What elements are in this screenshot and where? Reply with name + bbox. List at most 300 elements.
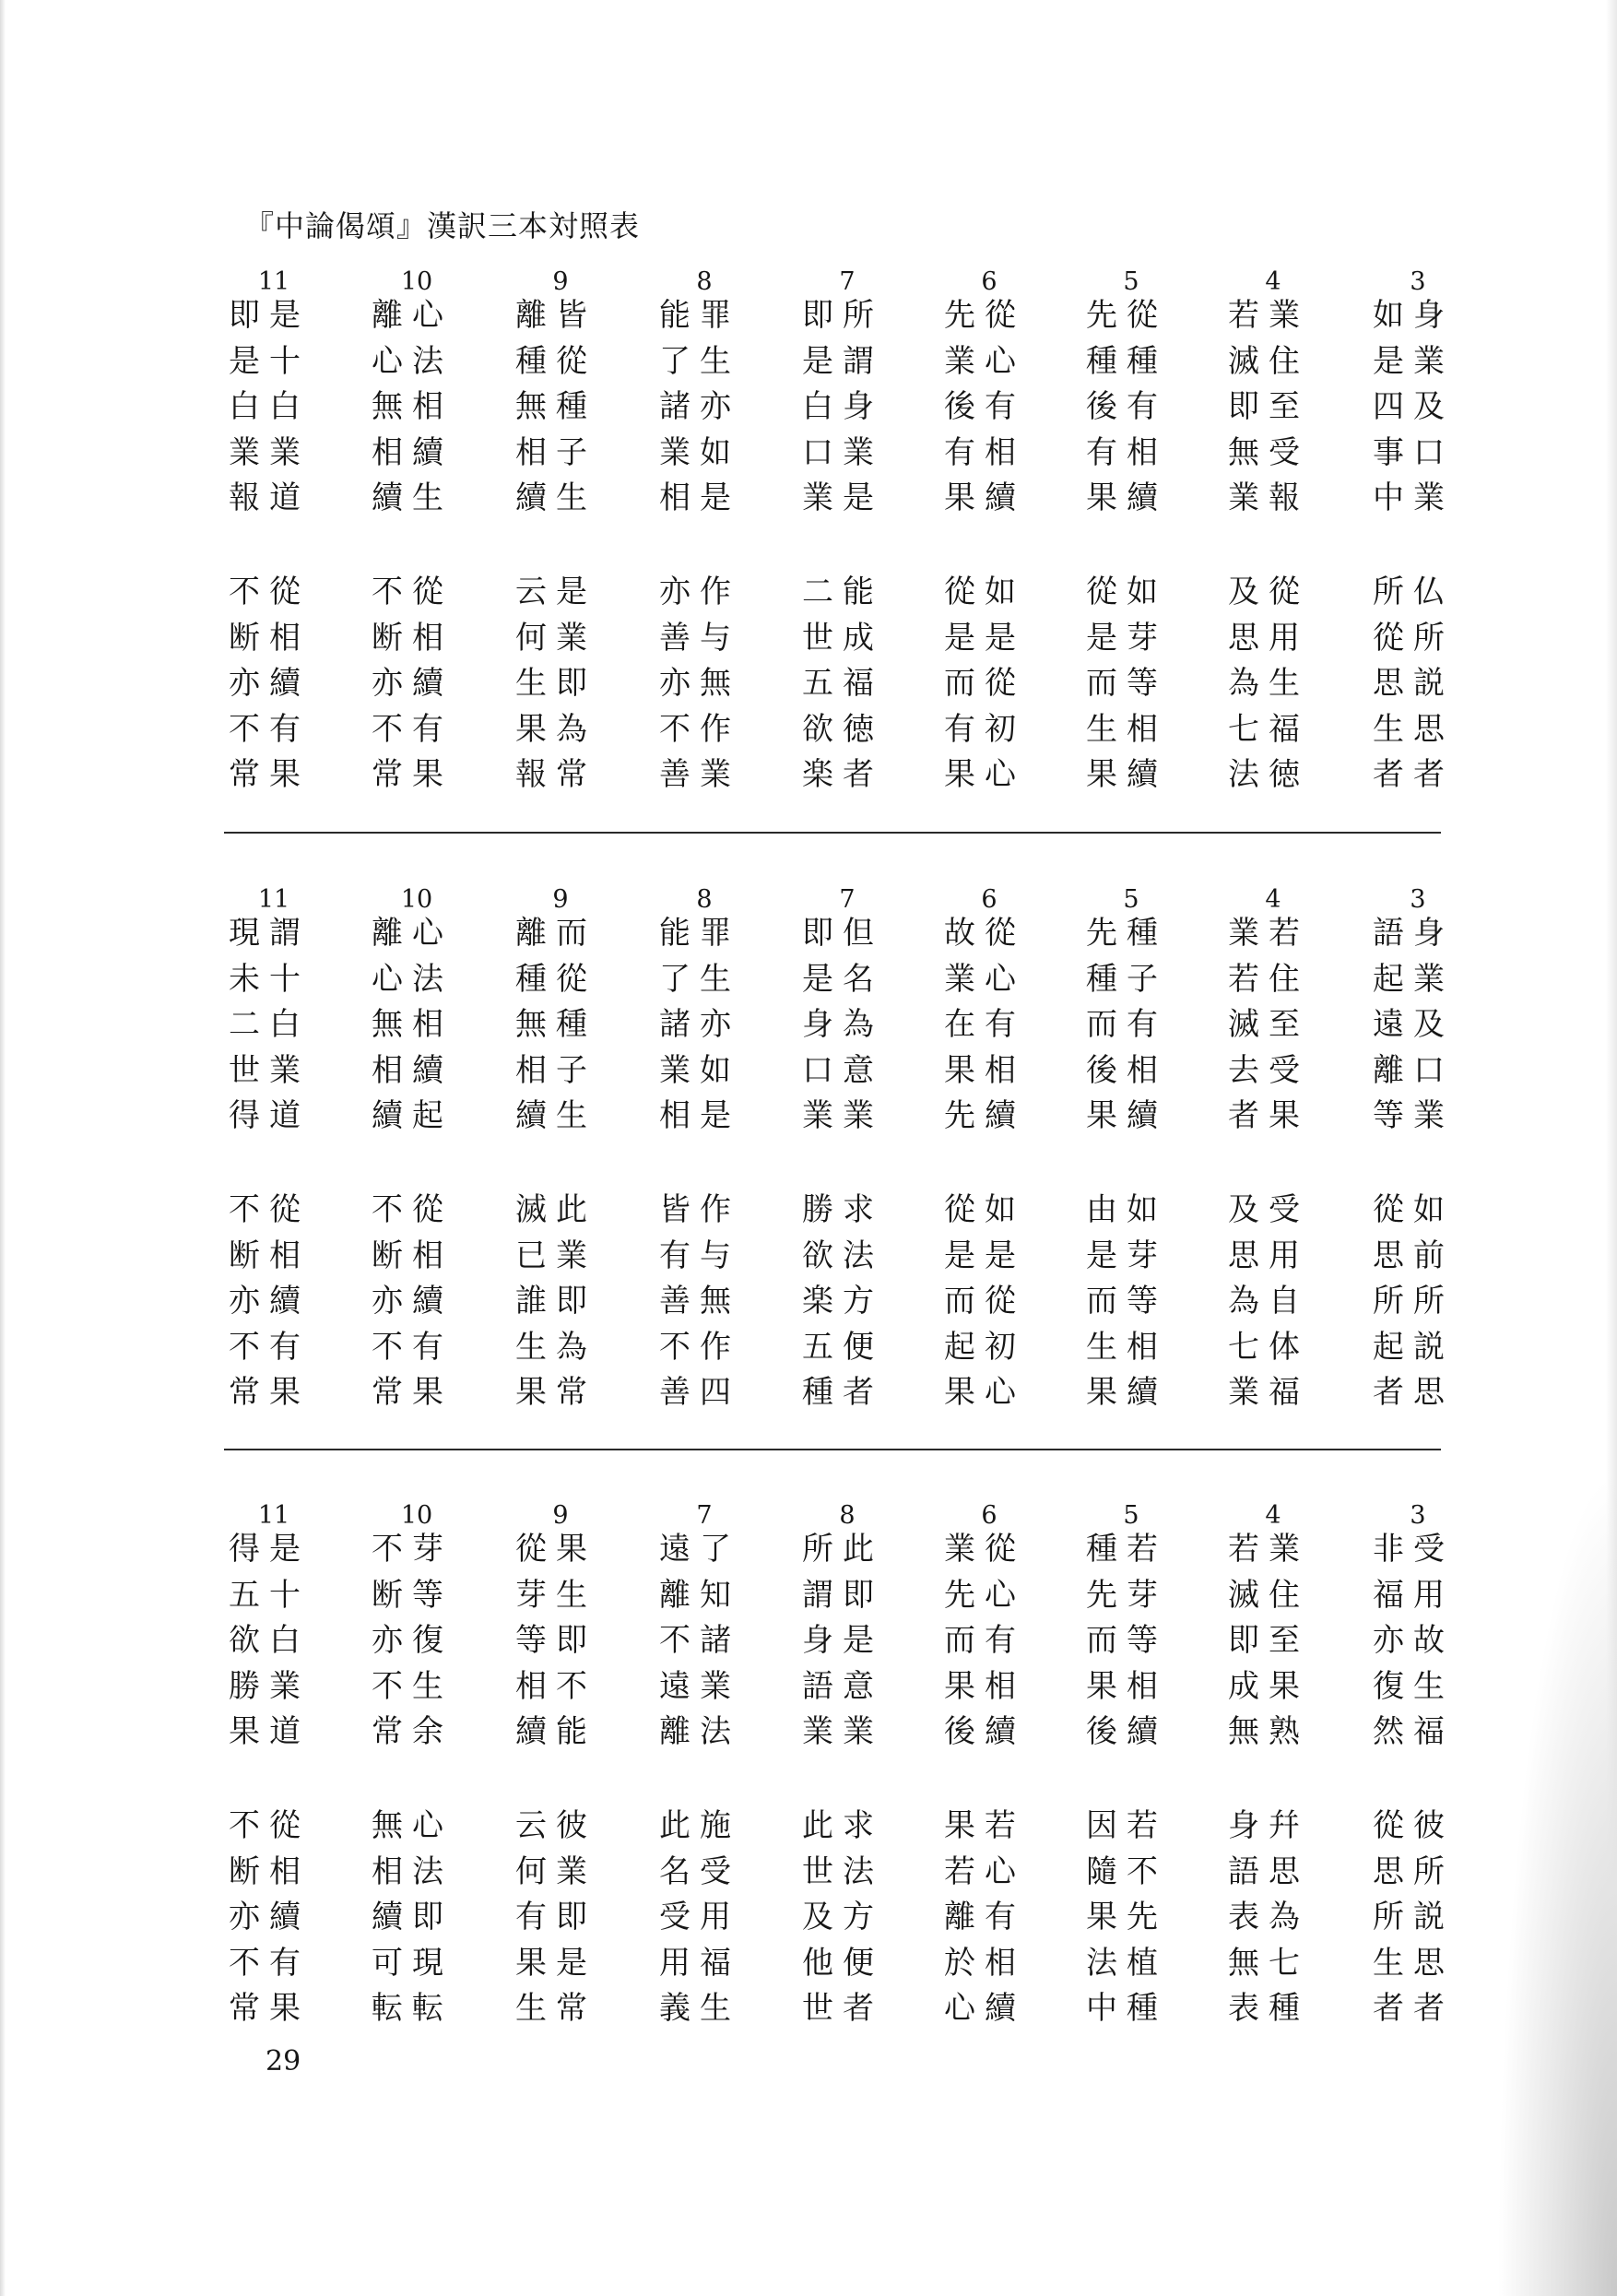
verse-line bbox=[553, 293, 590, 522]
verse-char: 義 bbox=[659, 1990, 690, 2027]
verse-char: 是 bbox=[700, 479, 731, 516]
verse-char: 是 bbox=[556, 1944, 587, 1982]
verse-line bbox=[697, 1804, 734, 2032]
verse-number: 5 bbox=[1123, 1501, 1139, 1530]
verse-char: 諸 bbox=[659, 388, 690, 425]
verse-char: 常 bbox=[372, 1713, 403, 1750]
verse-char: 後 bbox=[944, 388, 975, 425]
verse-char: 他 bbox=[802, 1944, 833, 1982]
verse-char: 勝 bbox=[229, 1667, 260, 1705]
verse-char: 受 bbox=[1413, 1531, 1445, 1568]
verse-char: 者 bbox=[1373, 756, 1404, 793]
verse-line bbox=[1410, 1804, 1447, 2032]
verse-char: 滅 bbox=[1228, 342, 1259, 380]
verse-char: 有 bbox=[515, 1899, 547, 1935]
verse-char: 福 bbox=[1413, 1713, 1445, 1750]
verse-char: 果 bbox=[944, 1807, 975, 1844]
verse-char: 是 bbox=[229, 342, 260, 380]
verse-number: 7 bbox=[839, 885, 856, 914]
verse-char: 生 bbox=[1373, 1944, 1404, 1982]
verse-char: 至 bbox=[1269, 388, 1300, 425]
verse-char: 是 bbox=[1086, 1237, 1117, 1274]
verse-char: 即 bbox=[1228, 1622, 1259, 1659]
verse-char: 已 bbox=[515, 1237, 547, 1274]
verse-char: 身 bbox=[1228, 1807, 1259, 1844]
verse-char: 十 bbox=[269, 342, 301, 380]
verse-char: 從 bbox=[985, 915, 1016, 952]
verse-char: 遠 bbox=[1373, 1006, 1404, 1043]
verse-char: 業 bbox=[802, 479, 833, 516]
verse-char: 常 bbox=[229, 1374, 260, 1411]
verse-char: 者 bbox=[843, 756, 874, 793]
verse-char: 滅 bbox=[1228, 1006, 1259, 1043]
verse-char: 續 bbox=[269, 1899, 301, 1935]
verse-char: 七 bbox=[1269, 1944, 1300, 1982]
section-divider bbox=[224, 1449, 1441, 1450]
verse-char: 果 bbox=[515, 1374, 547, 1411]
verse-char: 芽 bbox=[1127, 1576, 1158, 1614]
verse-char: 續 bbox=[269, 1283, 301, 1320]
verse-char: 如 bbox=[985, 574, 1016, 610]
verse-char: 若 bbox=[1228, 960, 1259, 998]
verse-char: 若 bbox=[985, 1807, 1016, 1844]
verse-char: 身 bbox=[1413, 915, 1445, 952]
verse-number: 7 bbox=[839, 267, 856, 296]
verse-char: 業 bbox=[1413, 960, 1445, 998]
verse-char: 等 bbox=[1127, 1283, 1158, 1320]
verse-char: 思 bbox=[1413, 710, 1445, 748]
verse-char: 勝 bbox=[802, 1191, 833, 1228]
verse-char: 滅 bbox=[1228, 1576, 1259, 1614]
verse-char: 諸 bbox=[659, 1006, 690, 1043]
verse-char: 無 bbox=[1228, 1944, 1259, 1982]
verse-char: 謂 bbox=[802, 1576, 833, 1614]
verse-char: 如 bbox=[1127, 1191, 1158, 1228]
verse-char: 從 bbox=[1086, 574, 1117, 610]
verse-char: 有 bbox=[412, 1328, 443, 1366]
verse-char: 此 bbox=[843, 1531, 874, 1568]
verse-line bbox=[1410, 570, 1447, 799]
verse-char: 相 bbox=[1127, 1328, 1158, 1366]
verse-number: 9 bbox=[552, 1501, 569, 1530]
verse-char: 若 bbox=[1127, 1807, 1158, 1844]
verse-char: 有 bbox=[269, 1944, 301, 1982]
verse-char: 欲 bbox=[229, 1622, 260, 1659]
verse-char: 常 bbox=[372, 756, 403, 793]
verse-char: 及 bbox=[1228, 574, 1259, 610]
verse-char: 不 bbox=[372, 1191, 403, 1228]
verse-char: 不 bbox=[1127, 1852, 1158, 1890]
verse-char: 如 bbox=[985, 1191, 1016, 1228]
verse-char: 常 bbox=[229, 1990, 260, 2027]
verse-char: 所 bbox=[1373, 1899, 1404, 1935]
verse-line bbox=[266, 1804, 303, 2032]
verse-char: 芽 bbox=[515, 1576, 547, 1614]
verse-number: 5 bbox=[1123, 885, 1139, 914]
verse-char: 業 bbox=[843, 433, 874, 471]
verse-line bbox=[1225, 1804, 1262, 2032]
verse-char: 是 bbox=[985, 619, 1016, 657]
verse-char: 如 bbox=[700, 1051, 731, 1089]
verse-char: 從 bbox=[1373, 1191, 1404, 1228]
verse-number: 5 bbox=[1123, 267, 1139, 296]
verse-line bbox=[553, 911, 590, 1140]
verse-char: 果 bbox=[515, 1944, 547, 1982]
verse-line bbox=[513, 1804, 549, 2032]
verse-char: 是 bbox=[269, 297, 301, 334]
verse-char: 身 bbox=[802, 1622, 833, 1659]
verse-char: 去 bbox=[1228, 1051, 1259, 1089]
verse-char: 果 bbox=[1086, 756, 1117, 793]
verse-char: 思 bbox=[1269, 1852, 1300, 1890]
verse-char: 是 bbox=[700, 1097, 731, 1134]
verse-char: 道 bbox=[269, 1713, 301, 1750]
verse-line bbox=[656, 911, 693, 1140]
verse-char: 亦 bbox=[700, 388, 731, 425]
verse-char: 業 bbox=[269, 1051, 301, 1089]
verse-char: 等 bbox=[515, 1622, 547, 1659]
verse-char: 從 bbox=[556, 960, 587, 998]
verse-char: 所 bbox=[1373, 1283, 1404, 1320]
verse-char: 果 bbox=[1086, 1667, 1117, 1705]
verse-char: 亦 bbox=[229, 1899, 260, 1935]
verse-line bbox=[1266, 293, 1303, 522]
verse-char: 得 bbox=[229, 1097, 260, 1134]
verse-char: 續 bbox=[985, 1097, 1016, 1134]
verse-char: 果 bbox=[944, 479, 975, 516]
verse-char: 生 bbox=[556, 1576, 587, 1614]
verse-char: 意 bbox=[843, 1051, 874, 1089]
verse-char: 亦 bbox=[372, 1622, 403, 1659]
verse-char: 世 bbox=[802, 619, 833, 657]
verse-char: 隨 bbox=[1086, 1852, 1117, 1890]
verse-char: 道 bbox=[269, 1097, 301, 1134]
verse-line bbox=[1225, 293, 1262, 522]
verse-char: 云 bbox=[515, 574, 547, 610]
verse-char: 彼 bbox=[556, 1807, 587, 1844]
verse-char: 離 bbox=[1373, 1051, 1404, 1089]
verse-char: 從 bbox=[1373, 1807, 1404, 1844]
verse-line bbox=[1083, 570, 1120, 799]
verse-char: 即 bbox=[412, 1899, 443, 1935]
verse-char: 續 bbox=[1127, 1097, 1158, 1134]
verse-line bbox=[799, 1804, 836, 2032]
verse-char: 生 bbox=[700, 1990, 731, 2027]
verse-char: 謂 bbox=[843, 342, 874, 380]
verse-char: 即 bbox=[556, 665, 587, 702]
verse-char: 能 bbox=[556, 1713, 587, 1750]
verse-char: 断 bbox=[372, 1576, 403, 1614]
verse-char: 有 bbox=[985, 388, 1016, 425]
verse-line bbox=[982, 1188, 1019, 1416]
verse-char: 等 bbox=[412, 1576, 443, 1614]
verse-char: 有 bbox=[1086, 433, 1117, 471]
verse-char: 從 bbox=[985, 297, 1016, 334]
verse-char: 等 bbox=[1373, 1097, 1404, 1134]
verse-char: 方 bbox=[843, 1283, 874, 1320]
verse-line bbox=[840, 570, 877, 799]
verse-char: 心 bbox=[985, 342, 1016, 380]
verse-char: 種 bbox=[1127, 915, 1158, 952]
verse-char: 起 bbox=[1373, 1328, 1404, 1366]
verse-char: 受 bbox=[1269, 1191, 1300, 1228]
verse-char: 果 bbox=[1269, 1667, 1300, 1705]
verse-char: 所 bbox=[802, 1531, 833, 1568]
verse-char: 在 bbox=[944, 1006, 975, 1043]
verse-char: 皆 bbox=[556, 297, 587, 334]
verse-char: 不 bbox=[229, 574, 260, 610]
verse-char: 施 bbox=[700, 1807, 731, 1844]
verse-char: 福 bbox=[1269, 1374, 1300, 1411]
verse-char: 身 bbox=[802, 1006, 833, 1043]
verse-line bbox=[513, 911, 549, 1140]
verse-char: 業 bbox=[700, 756, 731, 793]
verse-line bbox=[1124, 570, 1161, 799]
page-number: 29 bbox=[266, 2045, 301, 2077]
verse-char: 不 bbox=[556, 1667, 587, 1705]
verse-char: 亦 bbox=[372, 1283, 403, 1320]
verse-char: 先 bbox=[1086, 1576, 1117, 1614]
verse-char: 白 bbox=[269, 388, 301, 425]
verse-number: 10 bbox=[400, 267, 433, 296]
verse-char: 從 bbox=[412, 574, 443, 610]
verse-line bbox=[369, 1527, 406, 1756]
verse-char: 即 bbox=[229, 297, 260, 334]
verse-char: 相 bbox=[1127, 1667, 1158, 1705]
verse-char: 作 bbox=[700, 1191, 731, 1228]
verse-char: 常 bbox=[372, 1374, 403, 1411]
verse-line bbox=[1410, 1188, 1447, 1416]
verse-line bbox=[982, 1527, 1019, 1756]
verse-char: 亦 bbox=[1373, 1622, 1404, 1659]
verse-line bbox=[799, 293, 836, 522]
verse-char: 即 bbox=[802, 915, 833, 952]
verse-char: 果 bbox=[1269, 1097, 1300, 1134]
verse-line bbox=[941, 1804, 978, 2032]
verse-char: 即 bbox=[1228, 388, 1259, 425]
verse-line bbox=[369, 570, 406, 799]
verse-char: 思 bbox=[1228, 1237, 1259, 1274]
verse-char: 業 bbox=[944, 960, 975, 998]
verse-char: 業 bbox=[269, 1667, 301, 1705]
verse-char: 等 bbox=[1127, 665, 1158, 702]
verse-char: 續 bbox=[985, 479, 1016, 516]
verse-char: 生 bbox=[1086, 1328, 1117, 1366]
verse-char: 了 bbox=[700, 1531, 731, 1568]
verse-char: 法 bbox=[412, 1852, 443, 1890]
verse-char: 徳 bbox=[1269, 756, 1300, 793]
verse-number: 10 bbox=[400, 1501, 433, 1530]
verse-char: 所 bbox=[843, 297, 874, 334]
verse-char: 心 bbox=[372, 342, 403, 380]
verse-char: 報 bbox=[229, 479, 260, 516]
verse-char: 未 bbox=[229, 960, 260, 998]
verse-line bbox=[697, 911, 734, 1140]
verse-char: 七 bbox=[1228, 710, 1259, 748]
verse-char: 二 bbox=[229, 1006, 260, 1043]
verse-char: 業 bbox=[229, 433, 260, 471]
verse-line bbox=[266, 911, 303, 1140]
verse-char: 相 bbox=[269, 1237, 301, 1274]
verse-char: 是 bbox=[1086, 619, 1117, 657]
verse-char: 起 bbox=[412, 1097, 443, 1134]
verse-char: 名 bbox=[659, 1852, 690, 1890]
verse-char: 報 bbox=[1269, 479, 1300, 516]
verse-line bbox=[226, 1188, 263, 1416]
verse-char: 果 bbox=[412, 1374, 443, 1411]
verse-char: 種 bbox=[1086, 960, 1117, 998]
verse-char: 方 bbox=[843, 1899, 874, 1935]
verse-char: 業 bbox=[1228, 1374, 1259, 1411]
verse-char: 續 bbox=[269, 665, 301, 702]
verse-char: 説 bbox=[1413, 665, 1445, 702]
verse-char: 亦 bbox=[229, 665, 260, 702]
verse-char: 離 bbox=[372, 297, 403, 334]
verse-line bbox=[1124, 293, 1161, 522]
verse-char: 種 bbox=[515, 342, 547, 380]
verse-char: 生 bbox=[1373, 710, 1404, 748]
verse-char: 謂 bbox=[269, 915, 301, 952]
verse-char: 不 bbox=[372, 1328, 403, 1366]
verse-char: 續 bbox=[412, 433, 443, 471]
verse-char: 從 bbox=[985, 665, 1016, 702]
verse-line bbox=[266, 293, 303, 522]
verse-char: 余 bbox=[412, 1713, 443, 1750]
verse-char: 得 bbox=[229, 1531, 260, 1568]
verse-char: 思 bbox=[1413, 1944, 1445, 1982]
verse-char: 語 bbox=[802, 1667, 833, 1705]
verse-char: 口 bbox=[1413, 1051, 1445, 1089]
verse-char: 善 bbox=[659, 619, 690, 657]
verse-char: 福 bbox=[700, 1944, 731, 1982]
verse-char: 復 bbox=[412, 1622, 443, 1659]
verse-char: 離 bbox=[372, 915, 403, 952]
verse-char: 芽 bbox=[1127, 619, 1158, 657]
verse-number: 3 bbox=[1410, 1501, 1426, 1530]
verse-char: 七 bbox=[1228, 1328, 1259, 1366]
verse-line bbox=[369, 1804, 406, 2032]
verse-char: 業 bbox=[802, 1713, 833, 1750]
verse-char: 了 bbox=[659, 960, 690, 998]
verse-char: 名 bbox=[843, 960, 874, 998]
verse-char: 法 bbox=[412, 960, 443, 998]
verse-line bbox=[656, 1527, 693, 1756]
verse-char: 生 bbox=[556, 1097, 587, 1134]
verse-char: 相 bbox=[1127, 710, 1158, 748]
verse-char: 心 bbox=[372, 960, 403, 998]
verse-line bbox=[409, 1527, 446, 1756]
verse-char: 何 bbox=[515, 1852, 547, 1890]
verse-char: 續 bbox=[372, 1899, 403, 1935]
verse-char: 福 bbox=[843, 665, 874, 702]
verse-char: 為 bbox=[1269, 1899, 1300, 1935]
verse-char: 而 bbox=[1086, 1622, 1117, 1659]
verse-char: 善 bbox=[659, 1374, 690, 1411]
verse-line bbox=[1266, 1804, 1303, 2032]
verse-line bbox=[553, 1527, 590, 1756]
verse-line bbox=[226, 293, 263, 522]
verse-char: 不 bbox=[372, 1531, 403, 1568]
verse-char: 無 bbox=[1228, 433, 1259, 471]
verse-char: 復 bbox=[1373, 1667, 1404, 1705]
verse-line bbox=[226, 911, 263, 1140]
verse-char: 生 bbox=[412, 479, 443, 516]
verse-char: 住 bbox=[1269, 1576, 1300, 1614]
verse-char: 後 bbox=[944, 1713, 975, 1750]
verse-char: 是 bbox=[944, 1237, 975, 1274]
verse-char: 相 bbox=[985, 1944, 1016, 1982]
verse-line bbox=[1370, 570, 1407, 799]
verse-char: 及 bbox=[802, 1899, 833, 1935]
verse-char: 故 bbox=[1413, 1622, 1445, 1659]
verse-char: 種 bbox=[802, 1374, 833, 1411]
verse-char: 生 bbox=[556, 479, 587, 516]
verse-line bbox=[1410, 293, 1447, 522]
verse-line bbox=[982, 570, 1019, 799]
verse-char: 生 bbox=[700, 342, 731, 380]
verse-char: 起 bbox=[944, 1328, 975, 1366]
verse-char: 業 bbox=[1269, 1531, 1300, 1568]
verse-char: 作 bbox=[700, 710, 731, 748]
verse-char: 為 bbox=[556, 1328, 587, 1366]
verse-char: 不 bbox=[659, 1622, 690, 1659]
scan-smudge bbox=[1497, 1466, 1617, 2296]
verse-char: 福 bbox=[1373, 1576, 1404, 1614]
verse-char: 續 bbox=[412, 1283, 443, 1320]
verse-char: 十 bbox=[269, 960, 301, 998]
verse-char: 不 bbox=[372, 710, 403, 748]
verse-char: 成 bbox=[843, 619, 874, 657]
verse-char: 果 bbox=[229, 1713, 260, 1750]
verse-char: 等 bbox=[1127, 1622, 1158, 1659]
verse-line bbox=[409, 293, 446, 522]
verse-char: 身 bbox=[843, 388, 874, 425]
verse-char: 相 bbox=[515, 1051, 547, 1089]
verse-char: 体 bbox=[1269, 1328, 1300, 1366]
verse-char: 心 bbox=[412, 915, 443, 952]
verse-char: 果 bbox=[1086, 1097, 1117, 1134]
verse-char: 心 bbox=[985, 1852, 1016, 1890]
verse-char: 生 bbox=[1086, 710, 1117, 748]
verse-char: 如 bbox=[1127, 574, 1158, 610]
verse-char: 子 bbox=[556, 433, 587, 471]
verse-line bbox=[656, 1188, 693, 1416]
verse-char: 不 bbox=[229, 1191, 260, 1228]
verse-char: 用 bbox=[659, 1944, 690, 1982]
verse-char: 種 bbox=[556, 388, 587, 425]
verse-line bbox=[369, 293, 406, 522]
verse-char: 生 bbox=[412, 1667, 443, 1705]
verse-line bbox=[1083, 911, 1120, 1140]
verse-number: 7 bbox=[696, 1501, 713, 1530]
verse-char: 表 bbox=[1228, 1990, 1259, 2027]
verse-char: 所 bbox=[1413, 619, 1445, 657]
verse-char: 五 bbox=[229, 1576, 260, 1614]
verse-line bbox=[799, 1188, 836, 1416]
verse-line bbox=[513, 293, 549, 522]
verse-char: 種 bbox=[1086, 342, 1117, 380]
verse-char: 離 bbox=[659, 1576, 690, 1614]
verse-line bbox=[1370, 1804, 1407, 2032]
verse-line bbox=[697, 570, 734, 799]
page-title: 『中論偈頌』漢訳三本対照表 bbox=[244, 208, 641, 243]
verse-char: 二 bbox=[802, 574, 833, 610]
verse-char: 續 bbox=[1127, 1374, 1158, 1411]
verse-char: 相 bbox=[985, 1667, 1016, 1705]
verse-line bbox=[1225, 570, 1262, 799]
verse-char: 及 bbox=[1228, 1191, 1259, 1228]
verse-line bbox=[409, 570, 446, 799]
